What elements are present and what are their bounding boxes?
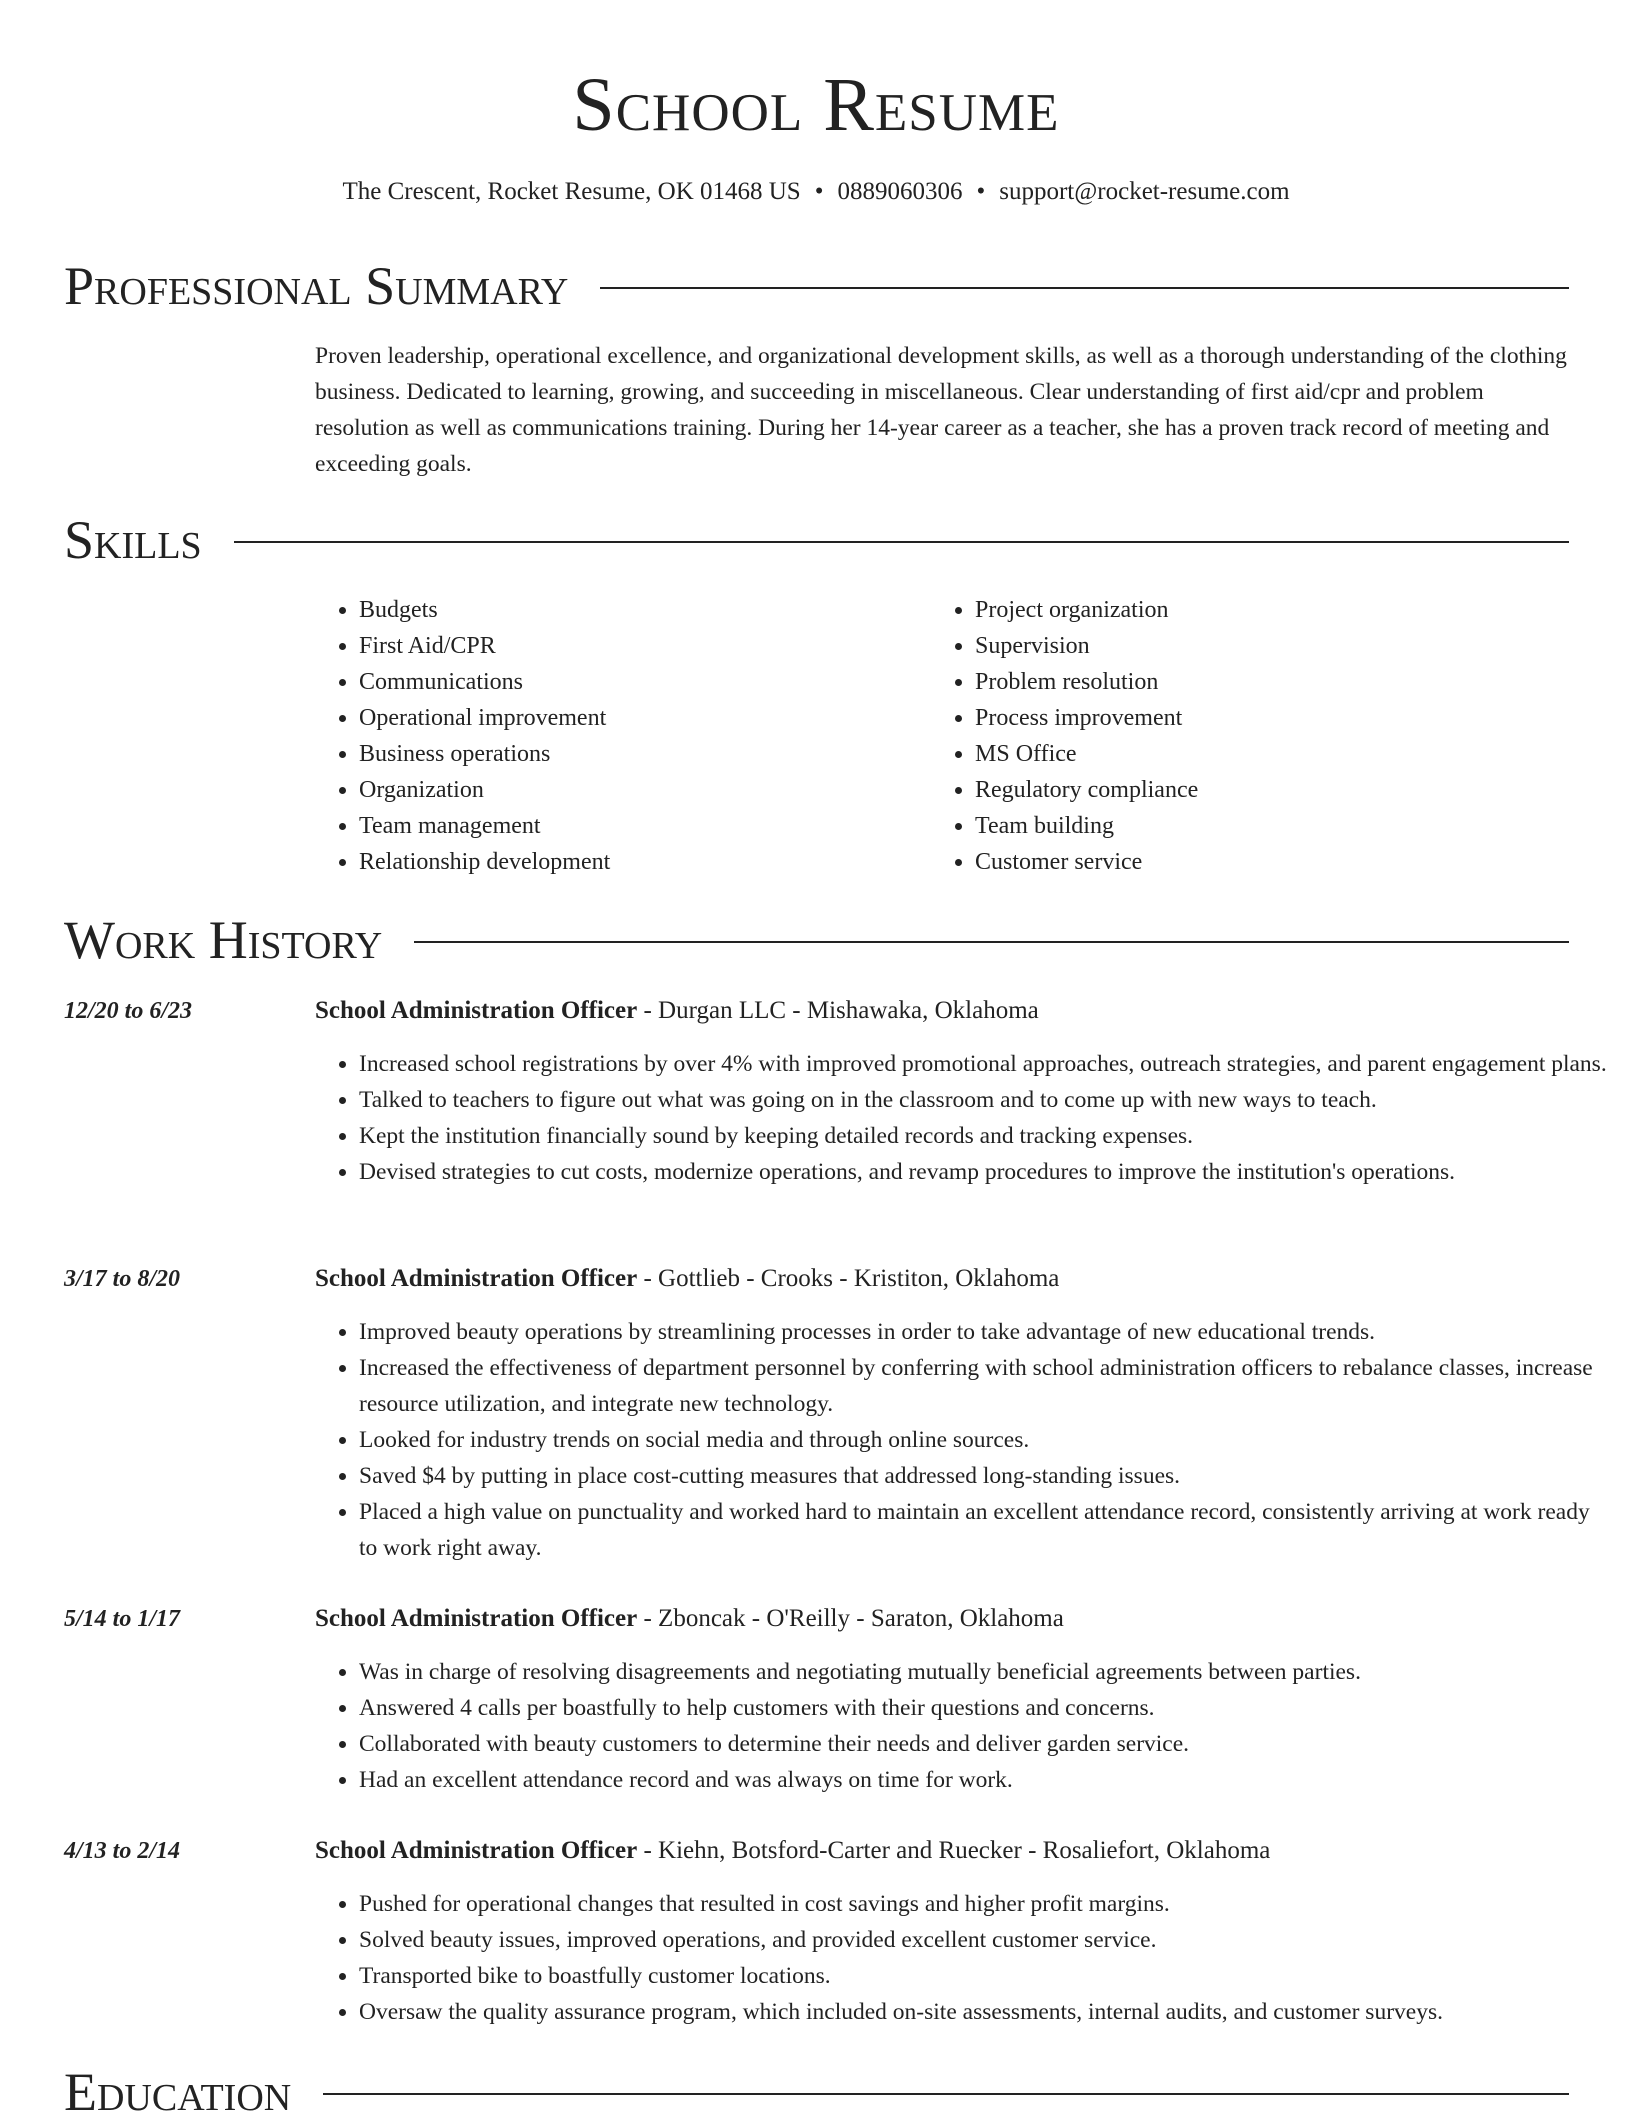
job-bullet: • Answered 4 calls per boastfully to help customers with their questions and concerns. [359, 1690, 1609, 1726]
job-role: School Administration Officer [315, 997, 638, 1024]
job-role: School Administration Officer [315, 1265, 638, 1292]
skill-item: • Operational improvement [359, 700, 610, 736]
contact-separator: • [976, 178, 986, 205]
job-heading [315, 1601, 1064, 1637]
job-bullet: • Oversaw the quality assurance program, which included on-site assessments, internal audits, and customer surveys. [359, 1994, 1609, 2030]
job-bullet: • Was in charge of resolving disagreements and negotiating mutually beneficial agreements between parties. [359, 1654, 1609, 1690]
job-bullet: • Improved beauty operations by streamlining processes in order to take advantage of new educational trends. [359, 1314, 1609, 1350]
section-title-education: Education [64, 2062, 292, 2122]
job-bullet-list [315, 1314, 1609, 1566]
section-header-skills [64, 510, 1569, 570]
skill-item: • Communications [359, 664, 610, 700]
contact-address: The Crescent, Rocket Resume, OK 01468 US [342, 178, 801, 205]
job-bullet: • Placed a high value on punctuality and worked hard to maintain an excellent attendance record, consistently arriving at work ready to work right away. [359, 1494, 1609, 1566]
job-heading [315, 1833, 1270, 1869]
skill-item: • Budgets [359, 592, 610, 628]
job-bullet: • Collaborated with beauty customers to determine their needs and deliver garden service. [359, 1726, 1609, 1762]
job-employer: - Gottlieb - Crooks - Kristiton, Oklahoma [637, 1265, 1060, 1292]
job-employer: - Kiehn, Botsford-Carter and Ruecker - Rosaliefort, Oklahoma [637, 1837, 1271, 1864]
skill-item: • Customer service [975, 844, 1198, 880]
section-divider [234, 541, 1569, 543]
job-bullet: • Looked for industry trends on social media and through online sources. [359, 1422, 1609, 1458]
skill-item: • Supervision [975, 628, 1198, 664]
section-header-work-history [64, 910, 1569, 970]
section-divider [600, 287, 1569, 289]
skill-item: • Business operations [359, 736, 610, 772]
job-employer: - Durgan LLC - Mishawaka, Oklahoma [637, 997, 1039, 1024]
job-employer: - Zboncak - O'Reilly - Saraton, Oklahoma [637, 1605, 1064, 1632]
skills-list-left [315, 592, 610, 880]
resume-name: School Resume [572, 63, 1060, 147]
job-dates: 12/20 to 6/23 [64, 998, 193, 1024]
job-dates: 3/17 to 8/20 [64, 1266, 181, 1292]
job-bullet: • Pushed for operational changes that resulted in cost savings and higher profit margins. [359, 1886, 1609, 1922]
skill-item: • MS Office [975, 736, 1198, 772]
skill-item: • Project organization [975, 592, 1198, 628]
skill-item: • First Aid/CPR [359, 628, 610, 664]
skills-list-right [931, 592, 1198, 880]
job-heading [315, 993, 1039, 1029]
skill-item: • Process improvement [975, 700, 1198, 736]
job-bullet: • Saved $4 by putting in place cost-cutting measures that addressed long-standing issues. [359, 1458, 1609, 1494]
section-title-work-history: Work History [64, 910, 383, 970]
skill-item: • Team management [359, 808, 610, 844]
skill-item: • Organization [359, 772, 610, 808]
job-bullet: • Solved beauty issues, improved operations, and provided excellent customer service. [359, 1922, 1609, 1958]
job-bullet: • Had an excellent attendance record and was always on time for work. [359, 1762, 1609, 1798]
contact-line [0, 176, 1632, 208]
job-heading [315, 1261, 1059, 1297]
contact-email: support@rocket-resume.com [999, 178, 1290, 205]
section-header-education [64, 2062, 1569, 2122]
job-dates: 4/13 to 2/14 [64, 1838, 181, 1864]
skill-item: • Regulatory compliance [975, 772, 1198, 808]
job-role: School Administration Officer [315, 1605, 638, 1632]
job-bullet: • Increased school registrations by over 4% with improved promotional approaches, outreach strategies, and parent engagement plans. [359, 1046, 1609, 1082]
contact-separator: • [814, 178, 824, 205]
job-bullet: • Kept the institution financially sound by keeping detailed records and tracking expenses. [359, 1118, 1609, 1154]
job-bullet-list [315, 1046, 1609, 1190]
job-dates: 5/14 to 1/17 [64, 1606, 181, 1632]
section-divider [323, 2093, 1569, 2095]
summary-text: Proven leadership, operational excellence, and organizational development skills, as well as a thorough understanding of the clothing business. Dedicated to learning, growing, and succeeding in miscellaneous. Clear understanding of first aid/cpr and problem resolution as well as communications training. During her 14-year career as a teacher, she has a proven track record of meeting and exceeding goals. [315, 343, 1567, 477]
skill-item: • Relationship development [359, 844, 610, 880]
job-bullet: • Transported bike to boastfully customer locations. [359, 1958, 1609, 1994]
section-title-summary: Professional Summary [64, 256, 569, 316]
job-role: School Administration Officer [315, 1837, 638, 1864]
job-bullet: • Devised strategies to cut costs, modernize operations, and revamp procedures to improve the institution's operations. [359, 1154, 1609, 1190]
section-divider [414, 941, 1569, 943]
skill-item: • Team building [975, 808, 1198, 844]
contact-phone: 0889060306 [837, 178, 963, 205]
job-bullet-list [315, 1654, 1609, 1798]
section-header-summary [64, 256, 1569, 316]
skill-item: • Problem resolution [975, 664, 1198, 700]
section-title-skills: Skills [64, 510, 202, 570]
job-bullet-list [315, 1886, 1609, 2030]
job-bullet: • Increased the effectiveness of department personnel by conferring with school administration officers to rebalance classes, increase resource utilization, and integrate new technology. [359, 1350, 1609, 1422]
job-bullet: • Talked to teachers to figure out what was going on in the classroom and to come up with new ways to teach. [359, 1082, 1609, 1118]
